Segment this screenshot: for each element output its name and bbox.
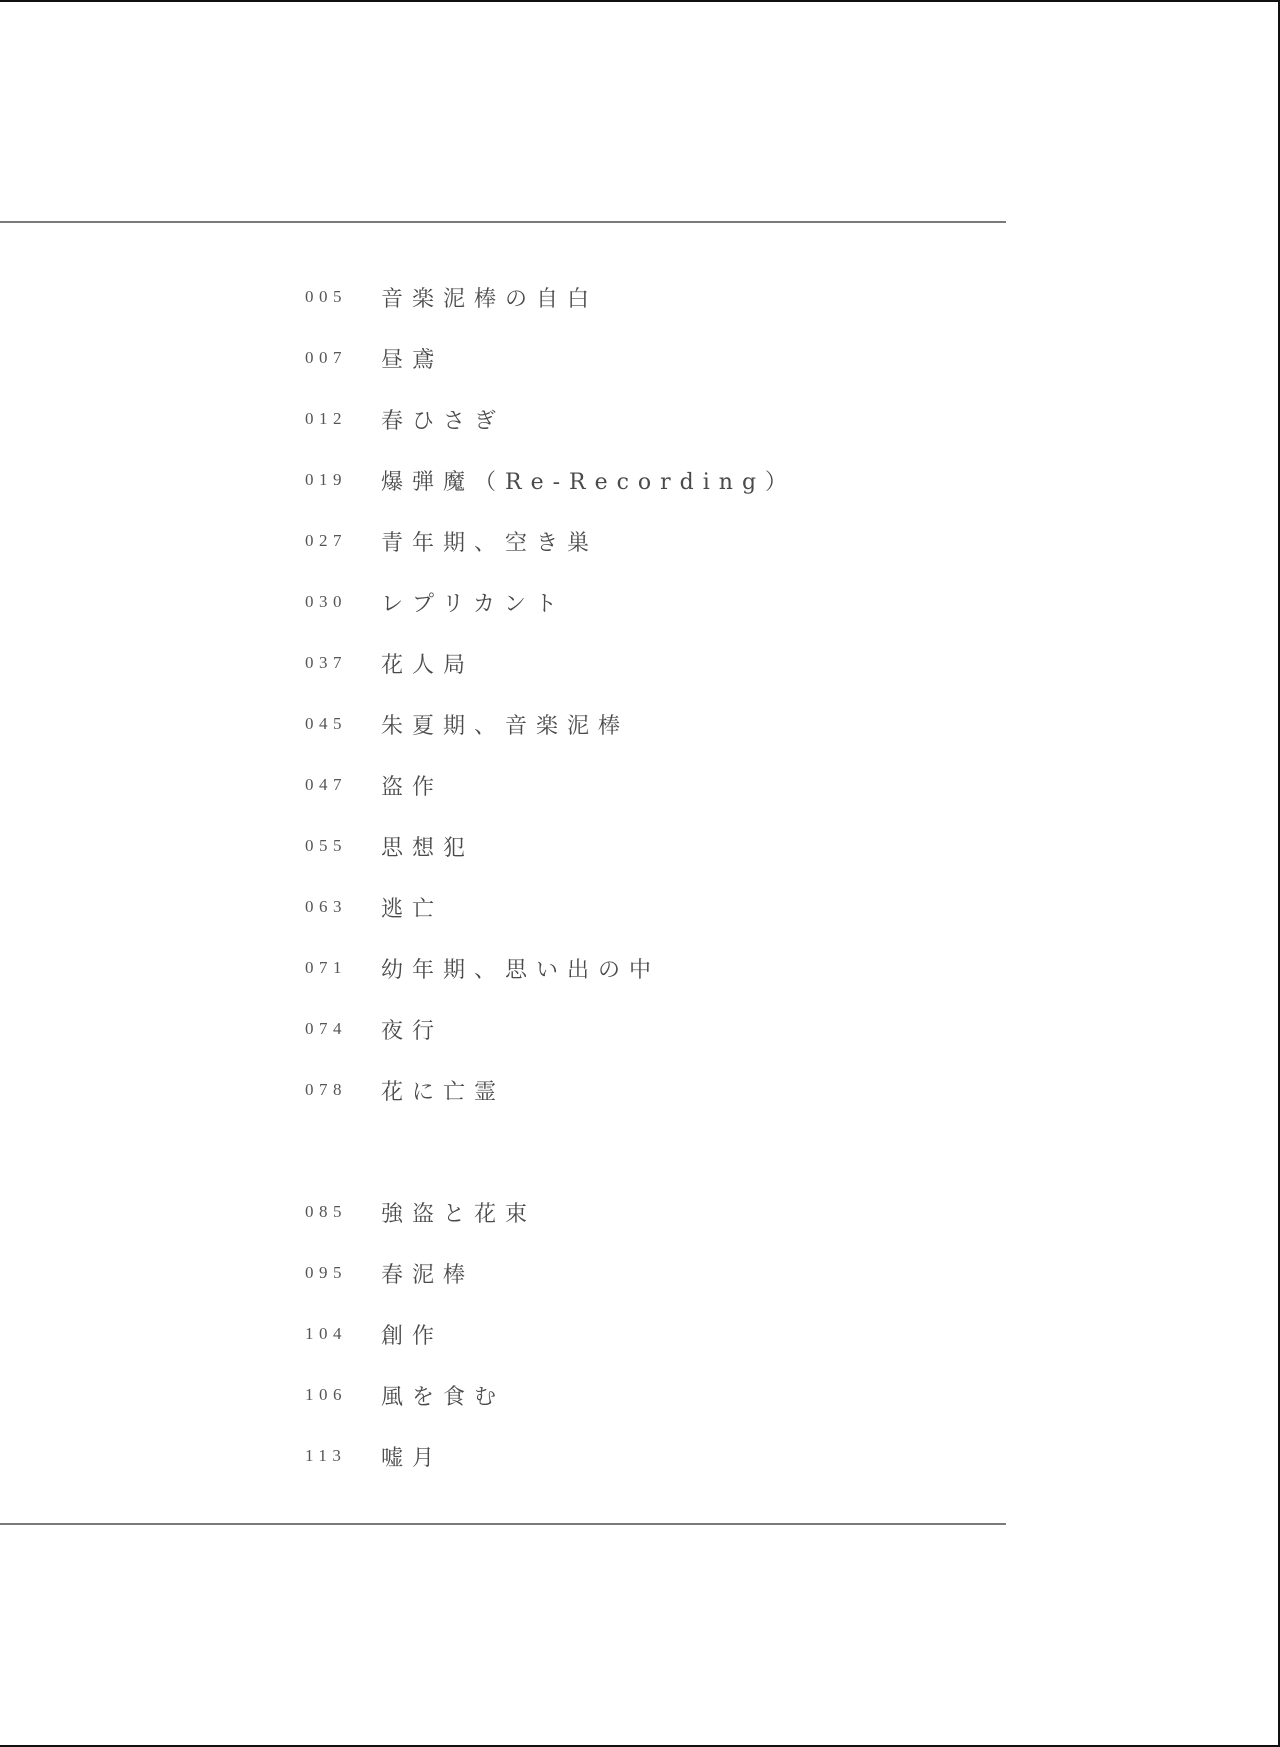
toc-page-number: 047: [305, 775, 347, 794]
toc-title: 思想犯: [381, 835, 475, 861]
toc-page-number: 007: [305, 348, 347, 367]
toc-title: 春ひさぎ: [381, 408, 506, 434]
toc-title: 爆弾魔（Re-Recording）: [381, 469, 797, 495]
toc-page-number: 037: [305, 653, 347, 672]
toc-page-number: 005: [305, 287, 347, 306]
toc-title: 朱夏期、音楽泥棒: [381, 713, 630, 739]
toc-entry: [305, 1196, 536, 1228]
toc-entry: [305, 1074, 505, 1106]
toc-entry: [305, 281, 598, 313]
toc-page-number: 055: [305, 836, 347, 855]
bottom-divider: [0, 1523, 1006, 1525]
toc-entry: [305, 1318, 443, 1350]
toc-page-number: 071: [305, 958, 347, 977]
toc-page-number: 074: [305, 1019, 347, 1038]
toc-page-number: 085: [305, 1202, 347, 1221]
toc-title: 盗作: [381, 774, 444, 800]
toc-entry: [305, 1257, 474, 1289]
toc-entry: [305, 647, 474, 679]
toc-title: 幼年期、思い出の中: [381, 957, 661, 983]
toc-entry: [305, 952, 660, 984]
toc-page-number: 019: [305, 470, 347, 489]
toc-entry: [305, 830, 474, 862]
toc-title: 強盗と花束: [381, 1201, 537, 1227]
toc-entry: [305, 708, 629, 740]
toc-title: 音楽泥棒の自白: [381, 286, 599, 312]
toc-title: 創作: [381, 1323, 444, 1349]
toc-page-number: 106: [305, 1385, 347, 1404]
top-divider: [0, 221, 1006, 223]
toc-title: 花に亡霊: [381, 1079, 506, 1105]
toc-title: 風を食む: [381, 1384, 506, 1410]
toc-entry: [305, 586, 566, 618]
toc-page-number: 095: [305, 1263, 347, 1282]
toc-title: 青年期、空き巣: [381, 530, 599, 556]
toc-title: 夜行: [381, 1018, 444, 1044]
toc-page-number: 113: [305, 1446, 347, 1465]
toc-entry: [305, 891, 443, 923]
toc-page-number: 030: [305, 592, 347, 611]
toc-entry: [305, 342, 443, 374]
toc-title: レプリカント: [381, 591, 566, 617]
toc-page-number: 027: [305, 531, 347, 550]
toc-entry: [305, 769, 443, 801]
toc-entry: [305, 1440, 443, 1472]
toc-page-number: 078: [305, 1080, 347, 1099]
toc-page-number: 104: [305, 1324, 347, 1343]
toc-title: 花人局: [381, 652, 475, 678]
toc-entry: [305, 403, 505, 435]
toc-page-number: 012: [305, 409, 347, 428]
toc-title: 逃亡: [381, 896, 444, 922]
toc-title: 春泥棒: [381, 1262, 475, 1288]
toc-page-number: 063: [305, 897, 347, 916]
toc-title: 昼鳶: [381, 347, 444, 373]
toc-entry: [305, 525, 598, 557]
toc-entry: [305, 464, 796, 496]
toc-entry: [305, 1013, 443, 1045]
toc-entry: [305, 1379, 505, 1411]
toc-title: 嘘月: [381, 1445, 444, 1471]
toc-page-number: 045: [305, 714, 347, 733]
